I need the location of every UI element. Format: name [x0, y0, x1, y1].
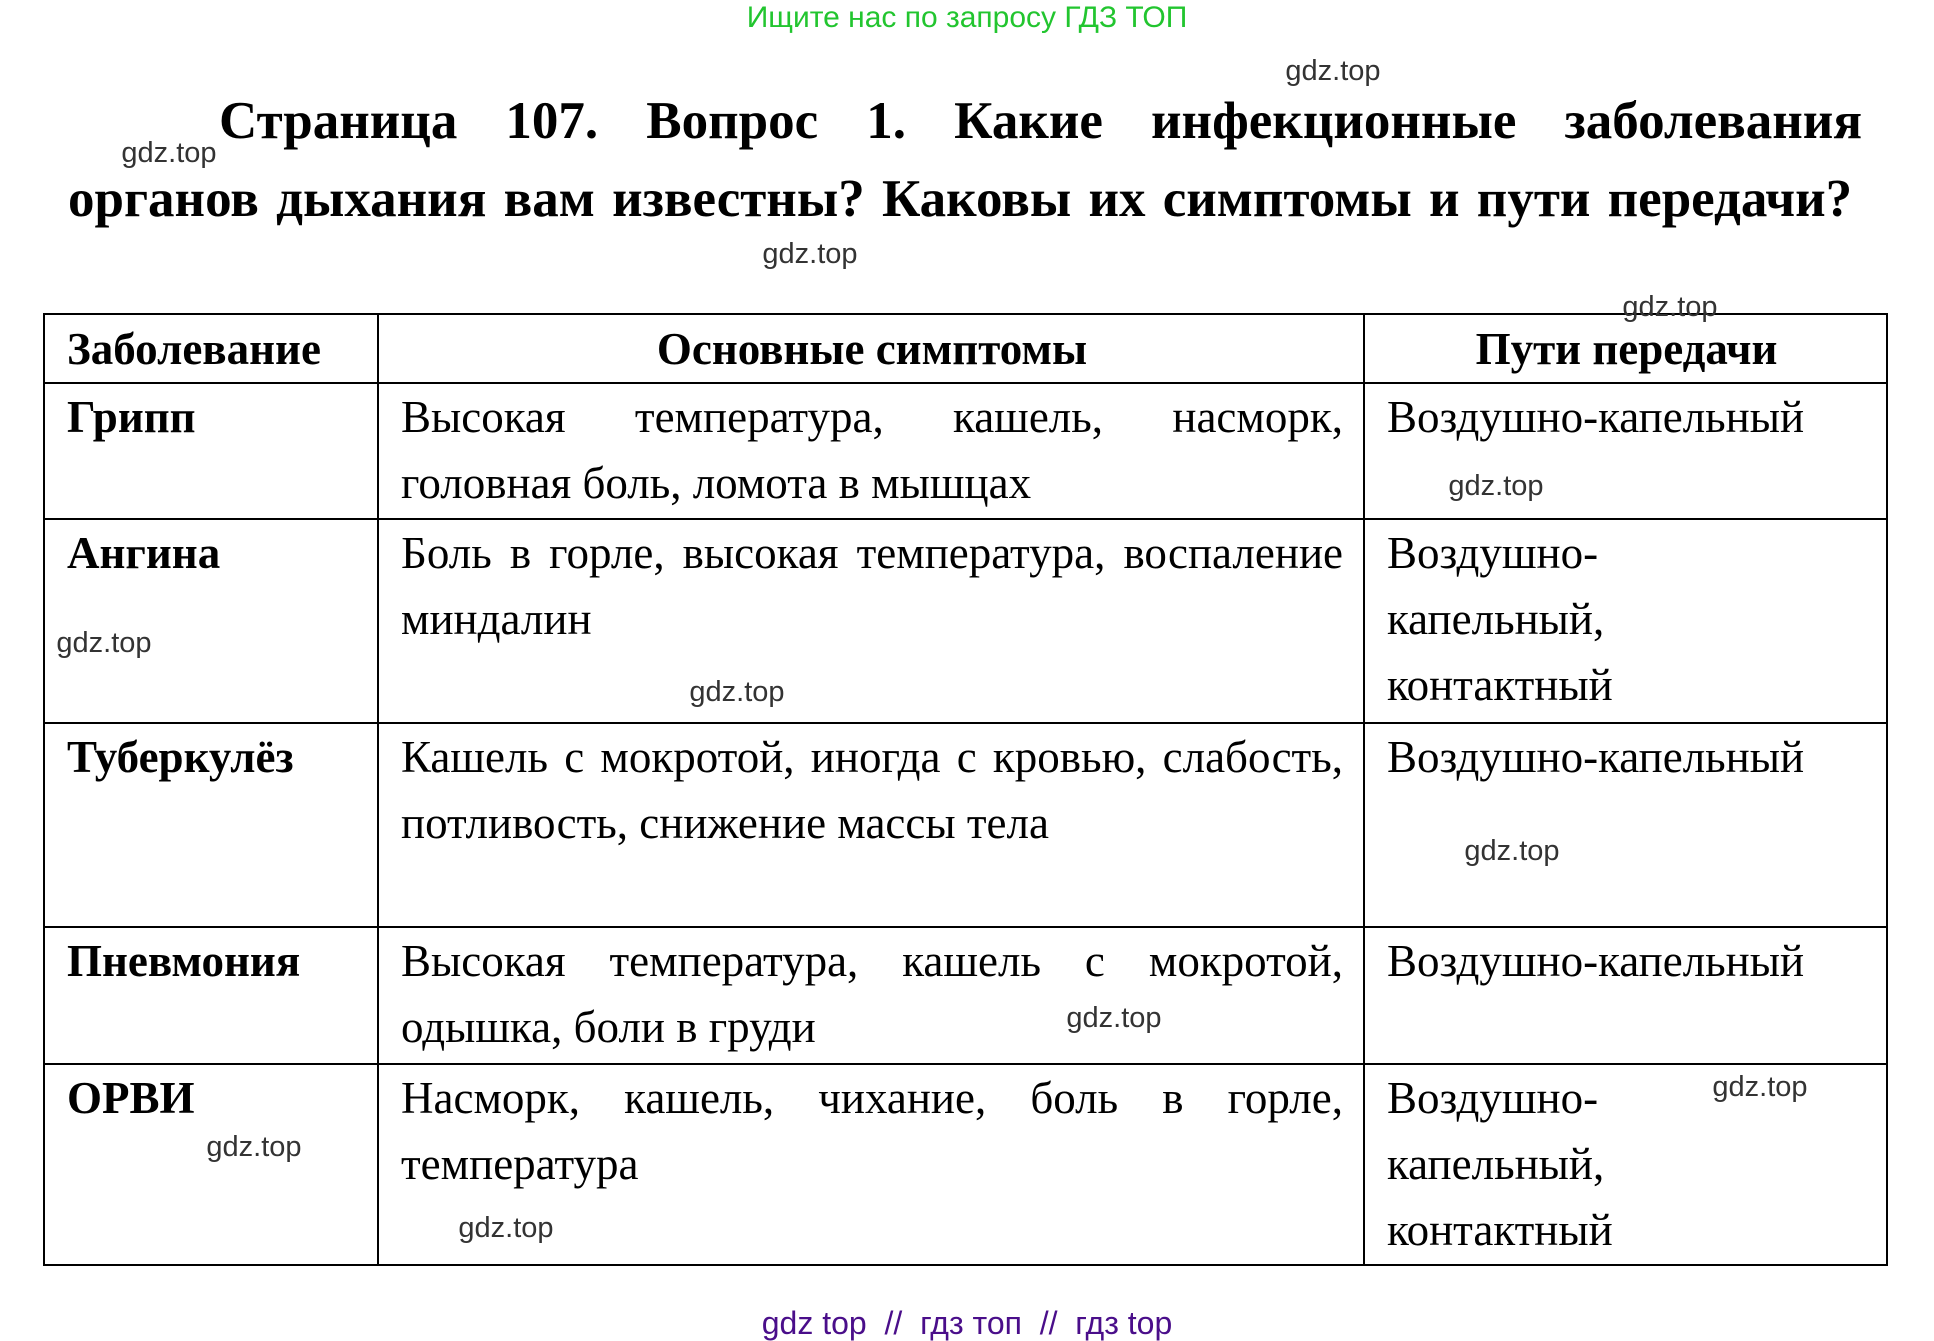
disease-cell: Ангина: [44, 519, 378, 723]
watermark: gdz.top: [1712, 1071, 1808, 1103]
watermark: gdz.top: [1464, 835, 1560, 867]
disease-cell: ОРВИ: [44, 1064, 378, 1265]
watermark: gdz.top: [121, 137, 217, 169]
table-row: [44, 383, 1887, 519]
disease-cell: Грипп: [44, 383, 378, 519]
transmission-cell: Воздушно-капельный: [1364, 927, 1887, 1064]
disease-cell: Туберкулёз: [44, 723, 378, 927]
transmission-cell: Воздушно-капельный, контактный: [1364, 519, 1887, 723]
header-disease: Заболевание: [44, 314, 378, 383]
watermark: gdz.top: [762, 238, 858, 270]
table-row: [44, 927, 1887, 1064]
watermark: gdz.top: [458, 1212, 554, 1244]
table-header-row: [44, 314, 1887, 383]
table-row: [44, 519, 1887, 723]
question-text: Страница 107. Вопрос 1. Какие инфекционные заболевания органов дыхания вам известны? Каковы их симптомы и пути передачи?: [68, 92, 1862, 228]
transmission-cell: Воздушно-капельный: [1364, 383, 1887, 519]
disease-cell: Пневмония: [44, 927, 378, 1064]
answer-table: [43, 313, 1888, 1266]
watermark: gdz.top: [689, 676, 785, 708]
watermark: gdz.top: [1622, 291, 1718, 323]
header-symptoms: Основные симптомы: [378, 314, 1364, 383]
watermark: gdz.top: [56, 627, 152, 659]
transmission-cell: Воздушно-капельный: [1364, 723, 1887, 927]
promo-banner[interactable]: Ищите нас по запросу ГДЗ ТОП: [746, 1, 1188, 34]
symptoms-cell: Насморк, кашель, чихание, боль в горле, температура: [378, 1064, 1364, 1265]
transmission-cell: Воздушно-капельный, контактный: [1364, 1064, 1887, 1265]
watermark: gdz.top: [1066, 1002, 1162, 1034]
watermark: gdz.top: [206, 1131, 302, 1163]
watermark: gdz.top: [1448, 470, 1544, 502]
symptoms-cell: Высокая температура, кашель, насморк, головная боль, ломота в мышцах: [378, 383, 1364, 519]
page-title: [68, 82, 1862, 238]
table-row: [44, 723, 1887, 927]
watermark: gdz.top: [1285, 55, 1381, 87]
footer-links[interactable]: gdz top // гдз топ // гдз top: [761, 1305, 1173, 1341]
symptoms-cell: Высокая температура, кашель с мокротой, одышка, боли в груди: [378, 927, 1364, 1064]
table-row: [44, 1064, 1887, 1265]
symptoms-cell: Боль в горле, высокая температура, воспаление миндалин: [378, 519, 1364, 723]
header-transmission: Пути передачи: [1364, 314, 1887, 383]
symptoms-cell: Кашель с мокротой, иногда с кровью, слабость, потливость, снижение массы тела: [378, 723, 1364, 927]
